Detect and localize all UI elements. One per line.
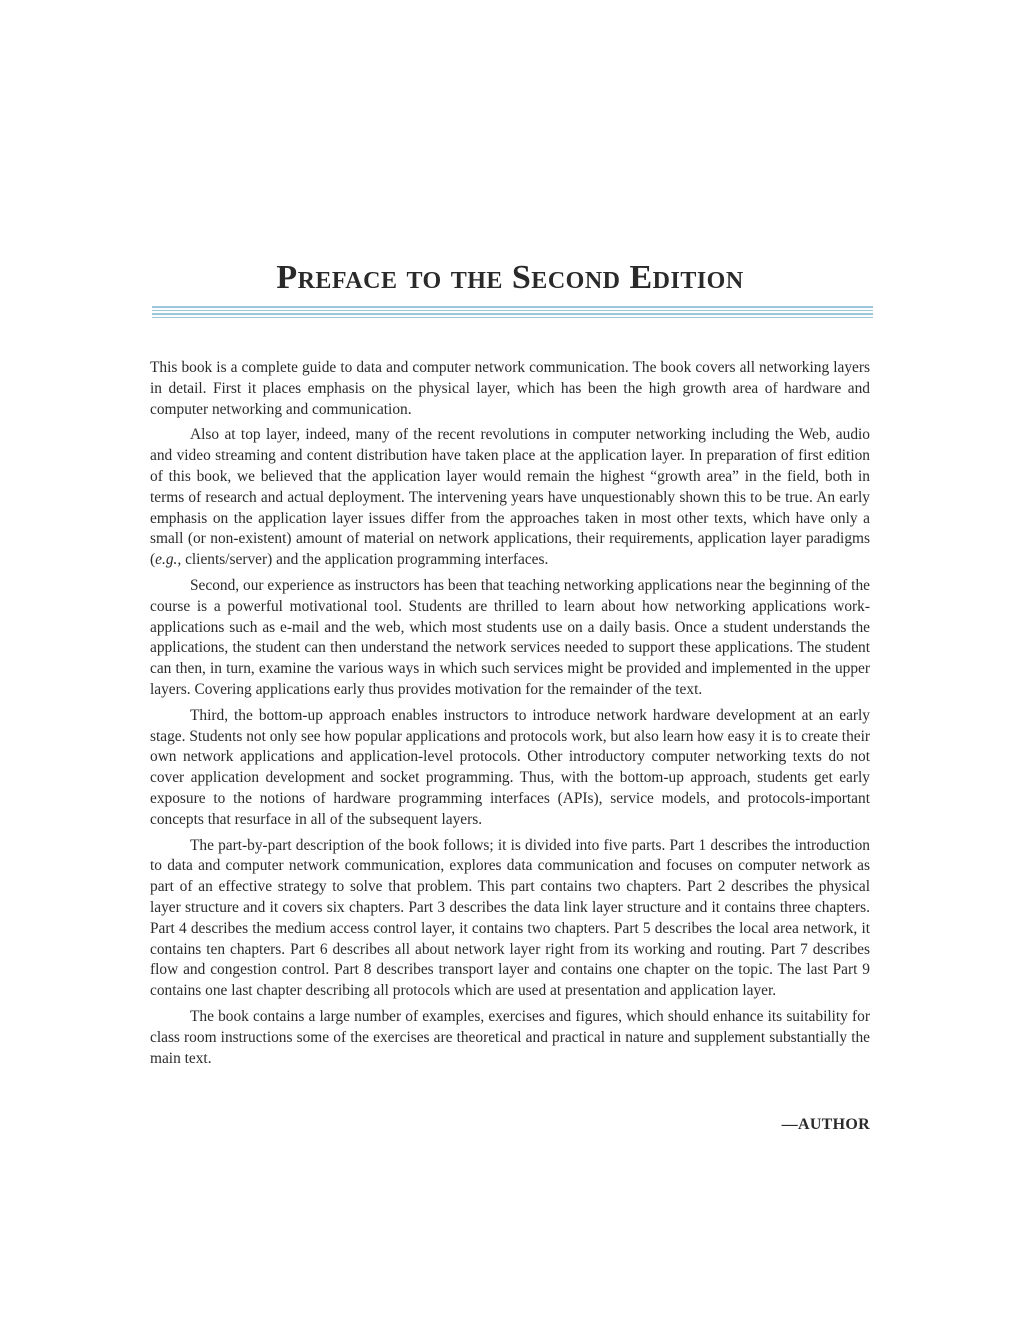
paragraph-2-main: Also at top layer, indeed, many of the recent revolutions in computer networking including the Web, audio and video streaming and content distribution have taken place at the application layer. In preparation of first edition of this book, we believed that the application layer would remain the highest “growth area” in the field, both in terms of research and actual deployment. The intervening years have unquestionably shown this to be true. An early emphasis on the application layer issues differ from the approaches taken in most other texts, which have only a small (or non-existent) amount of material on network applications, their requirements, application layer paradigms ( [150,426,870,569]
title-divider [152,306,873,318]
paragraph-2 [150,425,870,571]
paragraph-4: Third, the bottom-up approach enables instructors to introduce network hardware development at an early stage. Students not only see how popular applications and protocols work, but also learn how easy it is to create their own network applications and application-level protocols. Other introductory computer networking texts do not cover application development and socket programming. Thus, with the bottom-up approach, students get early exposure to the notions of hardware programming interfaces (APIs), service models, and protocols-important concepts that resurface in all of the subsequent layers. [150,706,870,828]
page-title: Preface to the Second Edition [276,259,744,296]
paragraph-3: Second, our experience as instructors has been that teaching networking applications near the beginning of the course is a powerful motivational tool. Students are thrilled to learn about how networking applications work-applications such as e-mail and the web, which most students use on a daily basis. Once a student understands the applications, the student can then understand the network services needed to support these applications. The student can then, in turn, examine the various ways in which such services might be provided and implemented in the upper layers. Covering applications early thus provides motivation for the remainder of the text. [150,576,870,698]
paragraph-1: This book is a complete guide to data and computer network communication. The book covers all networking layers in detail. First it places emphasis on the physical layer, which has been the high growth area of hardware and computer networking and communication. [150,359,870,418]
author-signature: —AUTHOR [781,1116,870,1133]
paragraph-2-tail: clients/server) and the application programming interfaces. [181,551,549,569]
paragraph-2-italic: e.g., [155,551,182,569]
preface-body [150,358,870,1074]
paragraph-6: The book contains a large number of examples, exercises and figures, which should enhance its suitability for class room instructions some of the exercises are theoretical and practical in nature and supplement substantially the main text. [150,1007,870,1067]
paragraph-5: The part-by-part description of the book follows; it is divided into five parts. Part 1 describes the introduction to data and computer network communication, explores data communication and focuses on computer network as part of an effective strategy to solve that problem. This part contains two chapters. Part 2 describes the physical layer structure and it covers six chapters. Part 3 describes the data link layer structure and it contains three chapters. Part 4 describes the medium access control layer, it contains two chapters. Part 5 describes the local area network, it contains ten chapters. Part 6 describes all about network layer right from its working and routing. Part 7 describes flow and congestion control. Part 8 describes transport layer and contains one chapter on the topic. The last Part 9 contains one last chapter describing all protocols which are used at presentation and application layer. [150,836,870,1000]
